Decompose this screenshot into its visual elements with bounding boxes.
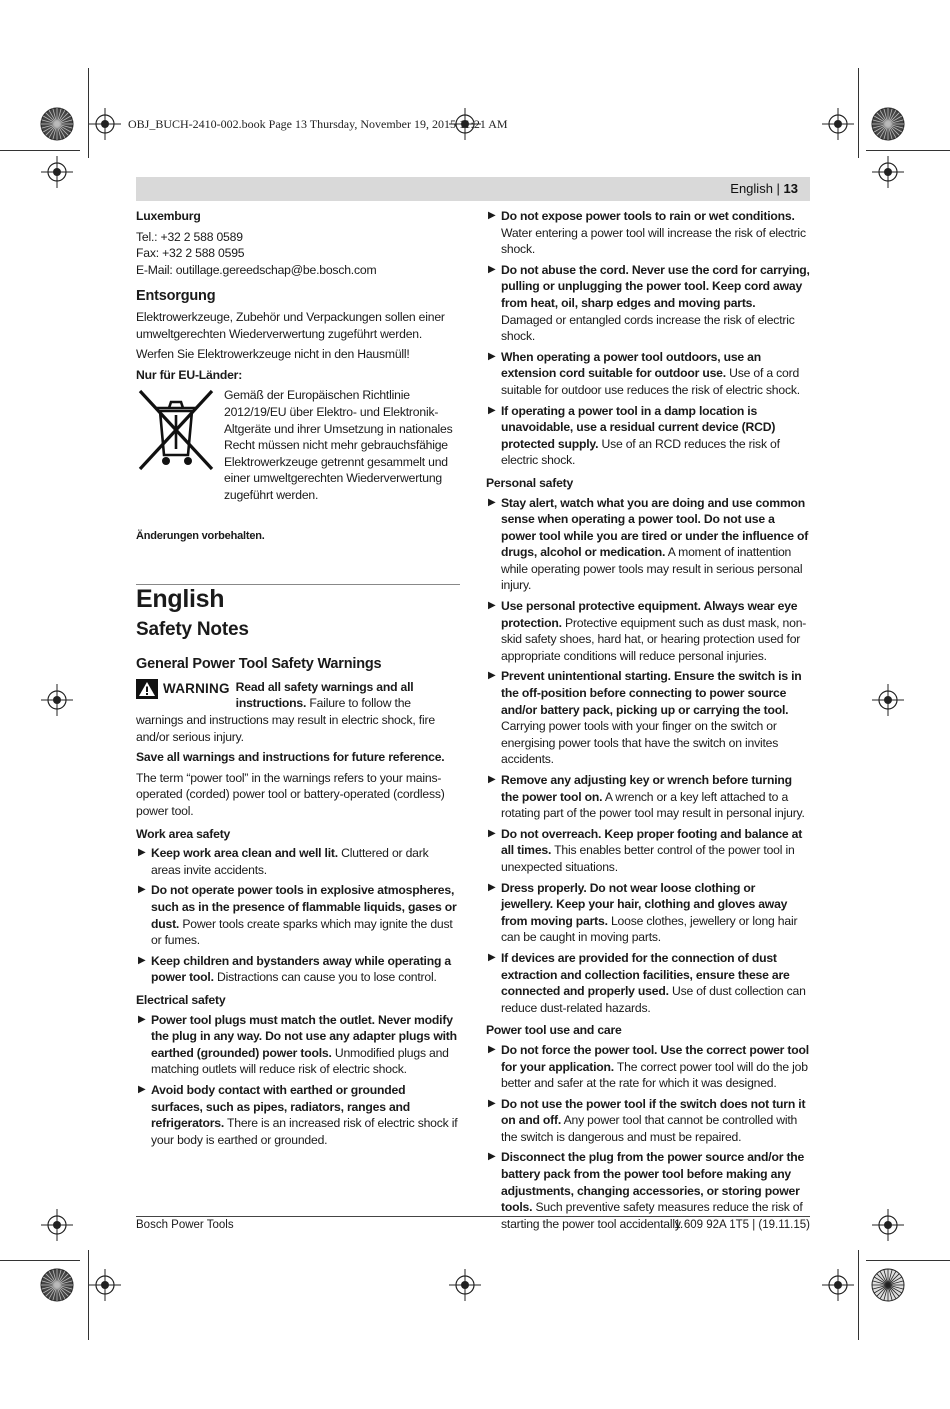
item-text: Any power tool that cannot be controlled with the switch is dangerous and must be repaired. <box>501 1113 798 1144</box>
bullet-triangle-icon: ▶ <box>488 496 496 508</box>
work-area-list <box>136 845 460 986</box>
crossed-bin-icon <box>136 387 216 473</box>
bullet-triangle-icon: ▶ <box>488 600 496 612</box>
item-bold-text: Dress properly. Do not wear loose clothing or jewellery. Keep your hair, clothing and gloves away from moving parts. <box>501 880 788 928</box>
item-text: Distractions can cause you to lose control. <box>216 970 437 985</box>
item-bold-text: Disconnect the plug from the power source and/or the battery pack from the power tool before making any adjustments, changing accessories, or storing power tools. <box>501 1150 805 1215</box>
bullet-triangle-icon: ▶ <box>138 884 146 896</box>
disposal-title: Entsorgung <box>136 288 216 305</box>
item-bold-text: Do not force the power tool. Use the correct power tool for your application. <box>501 1042 809 1074</box>
list-item <box>486 598 810 664</box>
item-text: This enables better control of the power tool in unexpected situations. <box>501 843 795 874</box>
bullet-triangle-icon: ▶ <box>488 670 496 682</box>
electrical-title: Electrical safety <box>136 992 226 1007</box>
item-bold-text: If devices are provided for the connection of dust extraction and collection facilities, ensure these are connected and properly used. <box>501 950 790 999</box>
crop-line <box>858 68 859 158</box>
bullet-triangle-icon: ▶ <box>488 210 496 221</box>
email-line: E-Mail: outillage.gereedschap@be.bosch.com <box>136 262 377 277</box>
star-target-icon <box>40 1268 74 1302</box>
item-bold-text: Do not abuse the cord. Never use the cord for carrying, pulling or unplugging the power tool. Keep cord away from heat, oil, sharp edges and moving parts. <box>501 262 810 310</box>
item-text: A wrench or a key left attached to a rotating part of the power tool may result in personal injury. <box>501 789 805 821</box>
work-area-title: Work area safety <box>136 826 231 841</box>
item-bold-text: If operating a power tool in a damp location is unavoidable, use a residual current device (RCD) protected supply. <box>501 403 776 451</box>
list-item <box>486 349 810 399</box>
item-text: Unmodified plugs and matching outlets will reduce risk of electric shock. <box>151 1045 449 1077</box>
warning-paragraph <box>136 679 460 745</box>
crop-line <box>88 1250 89 1340</box>
warning-bold-text: Read all safety warnings and all instructions. <box>235 679 414 711</box>
crop-line <box>866 150 950 151</box>
list-item <box>486 826 810 876</box>
bullet-triangle-icon: ▶ <box>138 954 146 966</box>
list-item <box>486 262 810 345</box>
electrical-continued-list <box>486 208 810 469</box>
bullet-triangle-icon: ▶ <box>488 774 496 785</box>
bullet-triangle-icon: ▶ <box>488 827 496 839</box>
item-text: Cluttered or dark areas invite accidents. <box>151 846 429 877</box>
page-header-label: English | 13 <box>730 181 798 196</box>
list-item <box>486 403 810 469</box>
list-item <box>136 882 460 948</box>
warning-badge <box>136 679 230 699</box>
disposal-paragraph-2: Werfen Sie Elektrowerkzeuge nicht in den Hausmüll! <box>136 347 410 362</box>
registration-mark-icon <box>89 1269 121 1301</box>
bullet-triangle-icon: ▶ <box>488 263 496 275</box>
language-title: English <box>136 585 225 614</box>
registration-mark-icon <box>822 1269 854 1301</box>
item-bold-text: Prevent unintentional starting. Ensure the switch is in the off-position before connecting to power source and/or battery pack, picking up or carrying the tool. <box>501 669 802 717</box>
list-item <box>486 208 810 258</box>
item-bold-text: Power tool plugs must match the outlet. Never modify the plug in any way. Do not use any adapter plugs with earthed (grounded) power tools. <box>151 1012 457 1060</box>
star-target-icon <box>40 107 74 141</box>
item-bold-text: Keep work area clean and well lit. <box>151 846 338 861</box>
crop-line <box>0 150 80 151</box>
power-tool-term: The term “power tool” in the warnings refers to your mains-operated (corded) power tool or battery-operated (cordless) power tool. <box>136 770 445 819</box>
item-bold-text: Do not expose power tools to rain or wet conditions. <box>501 209 795 223</box>
list-item <box>136 1012 460 1078</box>
bullet-triangle-icon: ▶ <box>488 1043 496 1055</box>
registration-mark-icon <box>41 156 73 188</box>
header-page-number: 13 <box>783 181 798 196</box>
warning-icon <box>136 679 158 699</box>
item-text: A moment of inattention while operating power tools may result in serious personal injury. <box>501 545 803 593</box>
bullet-triangle-icon: ▶ <box>138 847 146 859</box>
item-text: Protective equipment such as dust mask, non-skid safety shoes, hard hat, or hearing protection used for appropriate conditions will reduce personal injuries. <box>501 615 807 663</box>
item-text: The correct power tool will do the job better and safer at the rate for which it was designed. <box>501 1059 808 1091</box>
bullet-triangle-icon: ▶ <box>488 881 496 893</box>
bullet-triangle-icon: ▶ <box>488 1097 496 1109</box>
save-instructions: Save all warnings and instructions for future reference. <box>136 750 445 765</box>
crop-line <box>858 1250 859 1340</box>
eu-directive-text: Gemäß der Europäischen Richtlinie 2012/19/EU über Elektro- und Elektronik-Altgeräte und ihrer Umsetzung in nationales Recht müssen nicht mehr gebrauchsfähige Elektrowerkzeuge getrennt gesammelt und einer umweltgerechten Wiederverwertung zugeführt werden. <box>224 388 453 502</box>
warning-text: Failure to follow the warnings and instructions may result in electric shock, fire and/or serious injury. <box>136 696 435 744</box>
item-bold-text: Stay alert, watch what you are doing and use common sense when operating a power tool. Do not use a power tool while you are tired or under the influence of drugs, alcohol or medication. <box>501 495 809 560</box>
country-label: Luxemburg <box>136 209 201 223</box>
item-text: There is an increased risk of electric shock if your body is earthed or grounded. <box>151 1116 458 1147</box>
personal-safety-list <box>486 495 810 1017</box>
print-header: OBJ_BUCH-2410-002.book Page 13 Thursday, November 19, 2015 11:21 AM <box>128 117 508 131</box>
list-item <box>136 1082 460 1148</box>
item-text: Use of dust collection can reduce dust-related hazards. <box>501 984 806 1015</box>
list-item <box>486 772 810 822</box>
footer-docnumber: 1 609 92A 1T5 | (19.11.15) <box>674 1219 810 1231</box>
footer-rule <box>136 1216 810 1217</box>
item-bold-text: Use personal protective equipment. Always wear eye protection. <box>501 599 798 630</box>
list-item <box>486 950 810 1016</box>
item-bold-text: Do not overreach. Keep proper footing and balance at all times. <box>501 826 803 858</box>
list-item <box>136 845 460 878</box>
bullet-triangle-icon: ▶ <box>488 404 496 416</box>
disposal-paragraph-1: Elektrowerkzeuge, Zubehör und Verpackungen sollen einer umweltgerechten Wiederverwertung zugeführt werden. <box>136 309 445 341</box>
item-text: Loose clothes, jewellery or long hair can be caught in moving parts. <box>501 913 798 945</box>
registration-mark-icon <box>41 1209 73 1241</box>
item-bold-text: Do not operate power tools in explosive atmospheres, such as in the presence of flammable liquids, gases or dust. <box>151 883 457 931</box>
tool-care-title: Power tool use and care <box>486 1023 622 1038</box>
registration-mark-icon <box>449 1269 481 1301</box>
bullet-triangle-icon: ▶ <box>138 1013 146 1025</box>
changes-notice: Änderungen vorbehalten. <box>136 529 265 542</box>
warning-label: WARNING <box>163 680 230 696</box>
list-item <box>486 1042 810 1092</box>
item-text: Damaged or entangled cords increase the risk of electric shock. <box>501 312 795 344</box>
page-header-bar <box>136 177 810 201</box>
bullet-triangle-icon: ▶ <box>488 350 496 362</box>
item-bold-text: When operating a power tool outdoors, use an extension cord suitable for outdoor use. <box>501 349 762 381</box>
list-item <box>486 495 810 595</box>
item-text: Use of an RCD reduces the risk of electric shock. <box>501 436 780 468</box>
footer-publisher: Bosch Power Tools <box>136 1219 234 1231</box>
tel-line: Tel.: +32 2 588 0589 <box>136 229 243 244</box>
bullet-triangle-icon: ▶ <box>488 951 496 963</box>
list-item <box>486 880 810 946</box>
registration-mark-icon <box>41 684 73 716</box>
left-column <box>136 208 460 1152</box>
item-text: Use of a cord suitable for outdoor use reduces the risk of electric shock. <box>501 366 800 397</box>
tool-care-list <box>486 1042 810 1233</box>
registration-mark-icon <box>822 108 854 140</box>
crop-line <box>88 68 89 158</box>
item-text: Water entering a power tool will increase the risk of electric shock. <box>501 225 806 257</box>
star-target-icon <box>871 107 905 141</box>
bullet-triangle-icon: ▶ <box>138 1083 146 1095</box>
safety-notes-title: Safety Notes <box>136 618 249 640</box>
item-bold-text: Do not use the power tool if the switch does not turn it on and off. <box>501 1096 806 1128</box>
right-column <box>486 208 810 1236</box>
list-item <box>486 1096 810 1146</box>
item-bold-text: Remove any adjusting key or wrench before turning the power tool on. <box>501 773 792 804</box>
item-bold-text: Avoid body contact with earthed or grounded surfaces, such as pipes, radiators, ranges and refrigerators. <box>151 1082 411 1131</box>
crop-line <box>866 1260 950 1261</box>
crop-line <box>0 1260 80 1261</box>
header-language: English <box>730 181 773 196</box>
item-text: Power tools create sparks which may ignite the dust or fumes. <box>151 916 453 948</box>
electrical-list <box>136 1012 460 1149</box>
personal-safety-title: Personal safety <box>486 475 574 490</box>
general-warnings-title: General Power Tool Safety Warnings <box>136 656 382 673</box>
weee-block <box>136 387 460 503</box>
registration-mark-icon <box>872 1209 904 1241</box>
item-text: Carrying power tools with your finger on the switch or energising power tools that have the switch on invites accidents. <box>501 719 779 767</box>
list-item <box>136 953 460 986</box>
registration-mark-icon <box>872 684 904 716</box>
registration-mark-icon <box>89 108 121 140</box>
list-item <box>486 668 810 768</box>
fax-line: Fax: +32 2 588 0595 <box>136 246 245 261</box>
bullet-triangle-icon: ▶ <box>488 1151 496 1163</box>
item-text: Such preventive safety measures reduce the risk of starting the power tool accidentally. <box>501 1200 803 1231</box>
eu-title: Nur für EU-Länder: <box>136 367 243 382</box>
star-target-icon <box>871 1268 905 1302</box>
registration-mark-icon <box>872 156 904 188</box>
item-bold-text: Keep children and bystanders away while operating a power tool. <box>151 953 451 985</box>
